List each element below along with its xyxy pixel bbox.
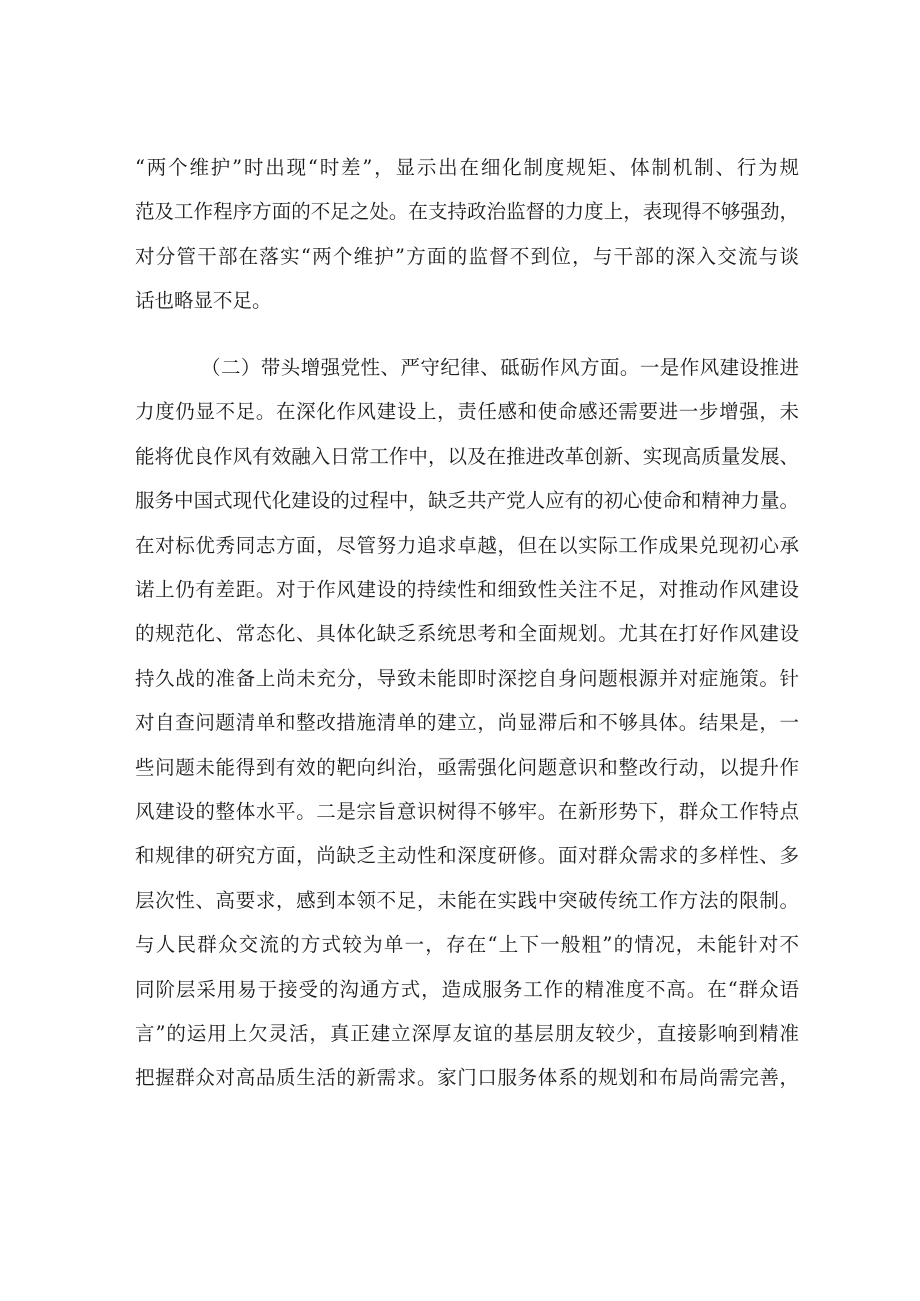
paragraph-1-line: 对分管干部在落实“两个维护”方面的监督不到位，与干部的深入交流与谈 xyxy=(135,245,799,268)
paragraph-2-line: 力度仍显不足。在深化作风建设上，责任感和使命感还需要进一步增强，未 xyxy=(135,400,799,423)
paragraph-2-line: 些问题未能得到有效的靶向纠治，亟需强化问题意识和整改行动，以提升作 xyxy=(135,756,799,779)
paragraph-2-line: 的规范化、常态化、具体化缺乏系统思考和全面规划。尤其在打好作风建设 xyxy=(135,622,799,645)
paragraph-1-line: 话也略显不足。 xyxy=(135,289,272,312)
paragraph-2-line: 与人民群众交流的方式较为单一，存在“上下一般粗”的情况，未能针对不 xyxy=(135,933,799,956)
paragraph-2-line: 在对标优秀同志方面，尽管努力追求卓越，但在以实际工作成果兑现初心承 xyxy=(135,534,799,557)
paragraph-2-line: 风建设的整体水平。二是宗旨意识树得不够牢。在新形势下，群众工作特点 xyxy=(135,800,799,823)
paragraph-2-line: 同阶层采用易于接受的沟通方式，造成服务工作的精准度不高。在“群众语 xyxy=(135,978,799,1001)
paragraph-2-line: 能将优良作风有效融入日常工作中，以及在推进改革创新、实现高质量发展、 xyxy=(135,445,799,468)
paragraph-2-line: 把握群众对高品质生活的新需求。家门口服务体系的规划和布局尚需完善， xyxy=(135,1066,799,1089)
paragraph-1-line: “两个维护”时出现“时差”，显示出在细化制度规矩、体制机制、行为规 xyxy=(135,156,799,179)
paragraph-2-line: 言”的运用上欠灵活，真正建立深厚友谊的基层朋友较少，直接影响到精准 xyxy=(135,1022,799,1045)
paragraph-2-line: 持久战的准备上尚未充分，导致未能即时深挖自身问题根源并对症施策。针 xyxy=(135,667,799,690)
paragraph-2-line: 诺上仍有差距。对于作风建设的持续性和细致性关注不足，对推动作风建设 xyxy=(135,578,799,601)
paragraph-1-line: 范及工作程序方面的不足之处。在支持政治监督的力度上，表现得不够强劲， xyxy=(135,200,799,223)
paragraph-2-line: （二）带头增强党性、严守纪律、砥砺作风方面。一是作风建设推进 xyxy=(201,356,799,379)
paragraph-2-line: 服务中国式现代化建设的过程中，缺乏共产党人应有的初心使命和精神力量。 xyxy=(135,489,799,512)
paragraph-2-line: 层次性、高要求，感到本领不足，未能在实践中突破传统工作方法的限制。 xyxy=(135,889,799,912)
paragraph-2-line: 对自查问题清单和整改措施清单的建立，尚显滞后和不够具体。结果是，一 xyxy=(135,711,799,734)
paragraph-2-line: 和规律的研究方面，尚缺乏主动性和深度研修。面对群众需求的多样性、多 xyxy=(135,844,799,867)
